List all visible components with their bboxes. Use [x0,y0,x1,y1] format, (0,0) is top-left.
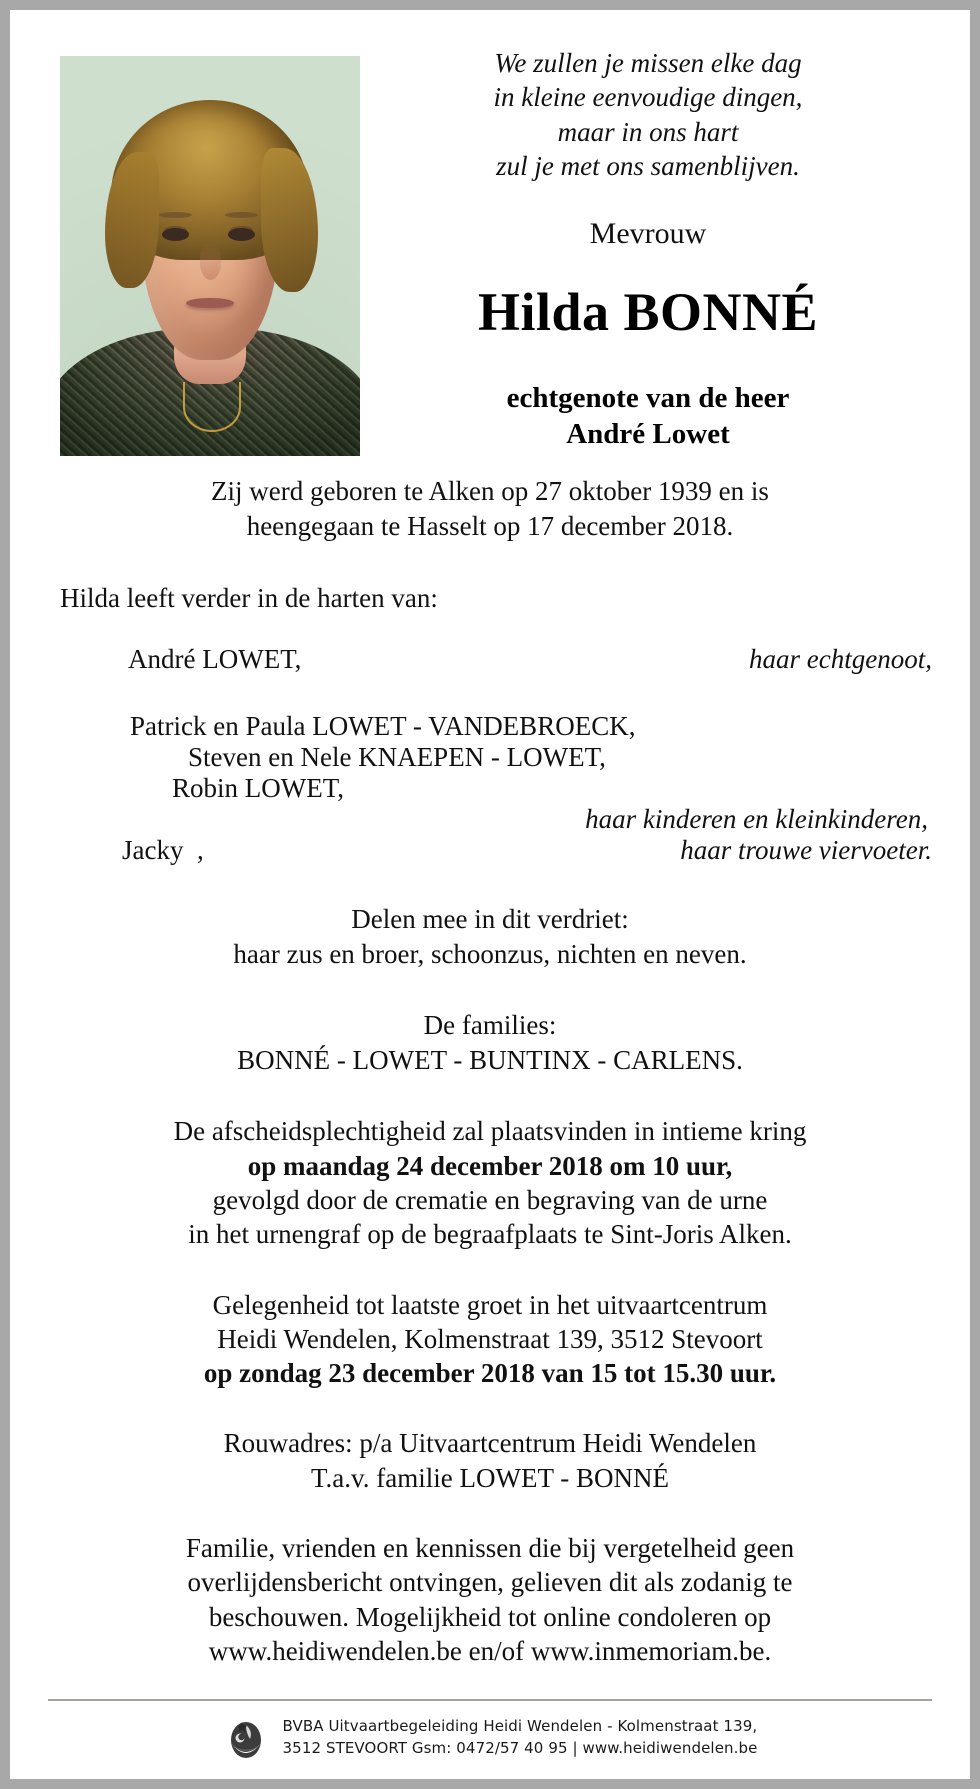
survivor-relation-children: haar kinderen en kleinkinderen, [585,804,928,835]
visitation-line-2: Heidi Wendelen, Kolmenstraat 139, 3512 Stevoort [217,1323,763,1354]
sympathy-line: haar zus en broer, schoonzus, nichten en neven. [233,939,747,970]
footer-section [10,1713,970,1763]
heading-column [360,38,932,452]
portrait-photo [60,56,360,456]
survivors-list [48,644,932,866]
spouse-block [370,381,926,452]
visitation-line-1: Gelegenheid tot laatste groet in het uitvaartcentrum [212,1289,768,1320]
portrait-eyebrow-right [225,212,258,218]
footer-line-1: BVBA Uitvaartbegeleiding Heidi Wendelen - Kolmenstraat 139, [282,1717,758,1736]
survivor-name: Steven en Nele KNAEPEN - LOWET, [188,742,606,773]
sympathy-block [48,902,932,972]
deceased-name: Hilda BONNÉ [477,282,819,343]
birth-death-line-1: Zij werd geboren te Alken op 27 oktober 1939 en is [211,476,769,506]
survivor-row [48,711,932,742]
footer-line-2: 3512 STEVOORT Gsm: 0472/57 40 95 | www.heidiwendelen.be [282,1739,758,1757]
closing-line-2: overlijdensbericht ontvingen, gelieven dit als zodanig te [187,1567,793,1598]
footer-contact [283,1716,758,1760]
salutation: Mevrouw [589,217,707,251]
closing-line-1: Familie, vrienden en kennissen die bij vergetelheid geen [185,1533,795,1563]
families-block [48,1008,932,1078]
mourning-address-line-1: Rouwadres: p/a Uitvaartcentrum Heidi Wendelen [223,1428,757,1459]
visitation-block [48,1288,932,1391]
survivor-row [48,835,932,866]
poem-line: in kleine eenvoudige dingen, [493,82,803,113]
closing-line-4: www.heidiwendelen.be en/of www.inmemoriam.be. [208,1635,772,1666]
memorial-card-inner [10,10,970,1779]
birth-death-line-2: heengegaan te Hasselt op 17 december 2018. [246,510,734,541]
survivor-row [48,644,932,675]
footer-divider [48,1699,932,1701]
poem-line: zul je met ons samenblijven. [496,150,800,181]
ceremony-line-1: De afscheidsplechtigheid zal plaatsvinden in intieme kring [173,1116,807,1147]
survivor-relation: haar trouwe viervoeter. [680,835,932,866]
families-line: BONNÉ - LOWET - BUNTINX - CARLENS. [237,1045,743,1076]
portrait-container [48,38,360,456]
portrait-necklace [183,382,241,432]
survivor-relation: haar echtgenoot, [749,644,932,675]
birth-death-dates [48,474,932,543]
survivor-name: André LOWET, [128,644,302,675]
ceremony-line-4: in het urnengraf op de begraafplaats te Sint-Joris Alken. [188,1219,792,1250]
ceremony-line-3: gevolgd door de crematie en begraving van de urne [212,1185,768,1216]
portrait-eyebrow-left [159,212,192,218]
survivors-heading: Hilda leeft verder in de harten van: [60,583,438,614]
closing-block [48,1531,932,1668]
spouse-prefix: echtgenote van de heer [506,382,790,415]
visitation-datetime: op zondag 23 december 2018 van 15 tot 15.30 uur. [203,1358,777,1389]
survivor-name: Patrick en Paula LOWET - VANDEBROECK, [130,711,636,742]
families-heading: De families: [423,1010,557,1041]
poem-line: We zullen je missen elke dag [494,48,802,78]
header-section [48,38,932,456]
survivor-row [48,742,932,773]
memorial-poem [370,46,926,183]
closing-line-3: beschouwen. Mogelijkheid tot online condoleren op [208,1601,772,1632]
spouse-name: André Lowet [566,417,730,450]
body-section [48,474,932,1668]
funeral-home-logo-icon [223,1713,269,1763]
portrait-eye-left [162,228,189,241]
ceremony-datetime: op maandag 24 december 2018 om 10 uur, [247,1150,733,1181]
portrait-eye-right [228,228,255,241]
survivor-row [48,773,932,804]
ceremony-block [48,1114,932,1251]
portrait-nose [200,244,221,280]
survivor-name: Jacky , [122,835,204,866]
survivor-name: Robin LOWET, [172,773,344,804]
poem-line: maar in ons hart [557,116,739,147]
mourning-address-line-2: T.a.v. familie LOWET - BONNÉ [311,1462,669,1493]
sympathy-heading: Delen mee in dit verdriet: [351,904,629,935]
spacer [48,675,932,711]
mourning-address-block [48,1426,932,1495]
